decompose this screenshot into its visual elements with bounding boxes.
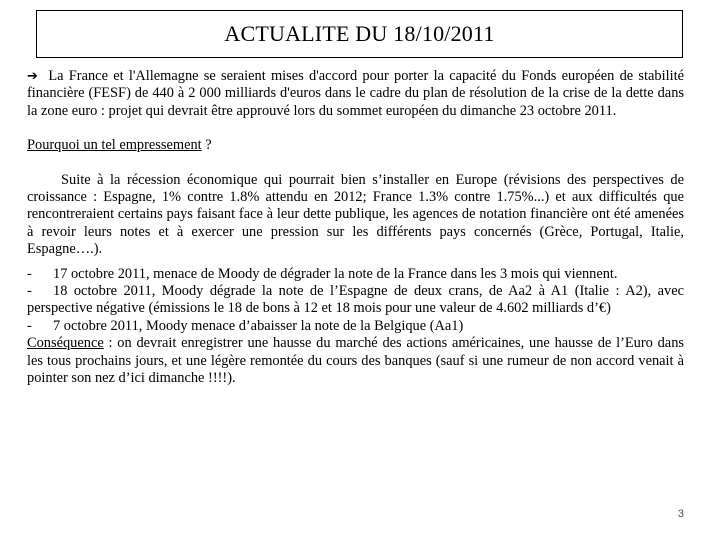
consequence-paragraph xyxy=(27,335,684,387)
list-item xyxy=(27,266,684,283)
list-dash: - xyxy=(27,265,32,282)
question-label: Pourquoi un tel empressement xyxy=(27,137,202,154)
list-dash: - xyxy=(27,317,32,334)
arrow-right-icon: ➔ xyxy=(27,69,38,84)
intro-paragraph xyxy=(27,68,684,120)
explanation-paragraph: Suite à la récession économique qui pourrait bien s’installer en Europe (révisions des perspectives de croissance : Espagne, 1% contre 1.8% attendu en 2012; France 1.3% contre 1.75%...) et aux difficultés que rencontreraient certains pays faisant face à leur dette publique, les agences de notation financière ont été amenées à revoir leurs notes et à exercer une pression sur les différents pays concernés (Grèce, Portugal, Italie, Espagne….). xyxy=(27,171,684,258)
consequence-label: Conséquence xyxy=(27,335,104,352)
question-line xyxy=(27,137,684,154)
list-item xyxy=(27,283,684,318)
page-number: 3 xyxy=(677,508,684,520)
intro-text: La France et l'Allemagne se seraient mises d'accord pour porter la capacité du Fonds européen de stabilité financière (FESF) de 440 à 2 000 milliards d'euros dans le cadre du plan de résolution de la crise de la dette dans la zone euro : projet qui devrait être approuvé lors du sommet européen du dimanche 23 octobre 2011. xyxy=(27,68,684,119)
list-item-text: 7 octobre 2011, Moody menace d’abaisser la note de la Belgique (Aa1) xyxy=(53,317,464,334)
consequence-text: : on devrait enregistrer une hausse du marché des actions américaines, une hausse de l’Euro dans les tous prochains jours, et une légère remontée du cours des banques (sauf si une rumeur de non accord venait à pointer son nez d’ici dimanche !!!!). xyxy=(27,335,684,387)
title-box xyxy=(36,10,683,58)
list-item xyxy=(27,318,684,335)
page-title: ACTUALITE DU 18/10/2011 xyxy=(224,21,495,46)
list-item-text: 17 octobre 2011, menace de Moody de dégrader la note de la France dans les 3 mois qui viennent. xyxy=(53,265,618,282)
slide-content xyxy=(27,68,684,388)
list-dash: - xyxy=(27,283,32,300)
rating-events-list xyxy=(27,266,684,336)
question-suffix: ? xyxy=(201,137,212,154)
list-item-text: 18 octobre 2011, Moody dégrade la note de l’Espagne de deux crans, de Aa2 à A1 (Italie : A2), avec perspective négative (émissions le 18 de bons à 12 et 18 mois pour une valeur de 4.602 milliards d’€) xyxy=(27,283,684,317)
